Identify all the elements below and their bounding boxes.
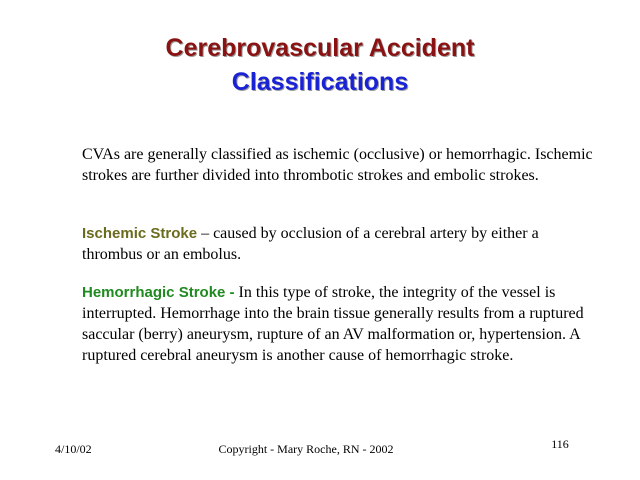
footer-date: 4/10/02 [55, 442, 92, 456]
footer-copyright: Copyright - Mary Roche, RN - 2002 [218, 442, 394, 456]
hemorrhagic-stroke-label: Hemorrhagic Stroke - [82, 284, 235, 301]
intro-paragraph: CVAs are generally classified as ischemic (occlusive) or hemorrhagic. Ischemic strokes are further divided into thrombotic strokes and embolic strokes. [82, 146, 593, 184]
ischemic-stroke-label: Ischemic Stroke [82, 225, 198, 242]
ischemic-stroke-text: – caused by occlusion of a cerebral artery by either a thrombus or an embolus. [82, 225, 539, 263]
hemorrhagic-paragraph [82, 282, 602, 366]
page-number: 116 [551, 437, 569, 451]
slide-title-line-1: Cerebrovascular Accident [165, 34, 475, 62]
hemorrhagic-stroke-text: In this type of stroke, the integrity of the vessel is interrupted. Hemorrhage into the brain tissue generally results from a ruptured saccular (berry) aneurysm, rupture of an AV malformation or, hypertension. A ruptured cerebral aneurysm is another cause of hemorrhagic stroke. [82, 284, 584, 364]
slide-title-line-2: Classifications [231, 68, 409, 96]
ischemic-paragraph [82, 223, 602, 265]
